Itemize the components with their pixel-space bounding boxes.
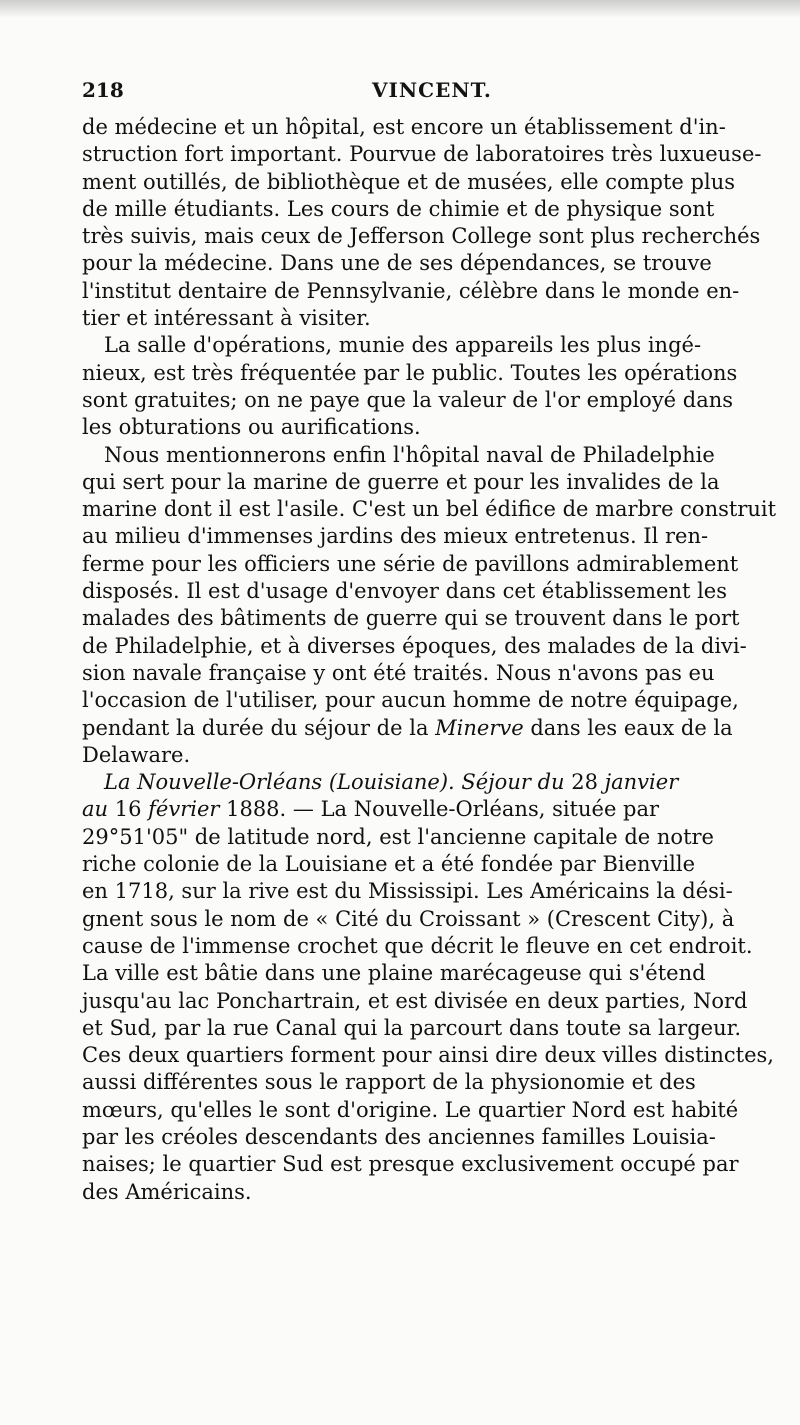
month-name: février [148,797,220,822]
text-line: et Sud, par la rue Canal qui la parcourt dans toute sa largeur. [82,1015,742,1040]
text-line: jusqu'au lac Ponchartrain, et est divisée en deux parties, Nord [82,988,748,1013]
text-line: de Philadelphie, et à diverses époques, des malades de la divi- [82,633,747,658]
text-line: aussi différentes sous le rapport de la physionomie et des [82,1070,696,1095]
body-text [82,114,777,1206]
text-line: de médecine et un hôpital, est encore un établissement d'in- [82,115,726,139]
text-line: en 1718, sur la rive est du Mississipi. Les Américains la dési- [82,879,733,904]
scan-edge-shadow [0,0,800,18]
text-line: des Américains. [82,1179,252,1204]
text-line: 29°51'05" de latitude nord, est l'ancienne capitale de notre [82,824,714,849]
text-line: nieux, est très fréquentée par le public. Toutes les opérations [82,360,738,385]
text-line: très suivis, mais ceux de Jefferson College sont plus recherchés [82,224,761,249]
text-line: Ces deux quartiers forment pour ainsi dire deux villes distinctes, [82,1043,774,1068]
text-line: La ville est bâtie dans une plaine marécageuse qui s'étend [82,961,706,986]
text-segment: dans les eaux de la [523,715,733,740]
text-line [82,715,764,742]
text-line: sion navale française y ont été traités. Nous n'avons pas eu [82,660,715,685]
text-line: struction fort important. Pourvue de laboratoires très luxueuse- [82,142,762,167]
text-line: Delaware. [82,742,191,767]
text-line: ferme pour les officiers une série de pavillons admirablement [82,551,739,576]
text-segment: pendant la durée du séjour de la [82,715,436,740]
section-heading-line [82,769,764,796]
section-heading: La Nouvelle-Orléans (Louisiane). Séjour du [104,770,565,795]
text-line: riche colonie de la Louisiane et a été fondée par Bienville [82,852,696,877]
running-head: VINCENT. [372,78,492,102]
text-line: par les créoles descendants des anciennes familles Louisia- [82,1124,716,1149]
text-line: malades des bâtiments de guerre qui se trouvent dans le port [82,606,740,631]
text-line: au milieu d'immenses jardins des mieux entretenus. Il ren- [82,524,709,549]
text-line: les obturations ou aurifications. [82,415,421,440]
date-number: 16 [108,797,149,822]
date-connector: au [82,797,109,822]
date-number: 28 [564,770,605,795]
paragraph-start-line: Nous mentionnerons enfin l'hôpital naval de Philadelphie [104,442,715,467]
text-line: l'occasion de l'utiliser, pour aucun homme de notre équipage, [82,688,739,713]
text-segment: 1888. — La Nouvelle-Orléans, située par [219,797,660,822]
text-line: marine dont il est l'asile. C'est un bel édifice de marbre construit [82,497,777,522]
text-line: sont gratuites; on ne paye que la valeur de l'or employé dans [82,387,734,412]
text-line: disposés. Il est d'usage d'envoyer dans cet établissement les [82,579,728,604]
text-line: pour la médecine. Dans une de ses dépendances, se trouve [82,251,712,276]
text-line [82,796,764,823]
text-line: qui sert pour la marine de guerre et pour les invalides de la [82,469,720,494]
text-line: mœurs, qu'elles le sont d'origine. Le quartier Nord est habité [82,1097,739,1122]
ship-name: Minerve [435,715,524,740]
month-name: janvier [604,770,679,795]
text-line: naises; le quartier Sud est presque exclusivement occupé par [82,1152,739,1177]
text-line: cause de l'immense crochet que décrit le fleuve en cet endroit. [82,933,753,958]
text-line: l'institut dentaire de Pennsylvanie, célèbre dans le monde en- [82,278,740,303]
text-line: ment outillés, de bibliothèque et de musées, elle compte plus [82,169,735,194]
text-line: de mille étudiants. Les cours de chimie et de physique sont [82,196,715,221]
paragraph-start-line: La salle d'opérations, munie des appareils les plus ingé- [104,333,702,358]
text-line: gnent sous le nom de « Cité du Croissant » (Crescent City), à [82,906,735,931]
page-number: 218 [82,78,124,102]
page-header [82,78,742,108]
text-line: tier et intéressant à visiter. [82,306,371,331]
